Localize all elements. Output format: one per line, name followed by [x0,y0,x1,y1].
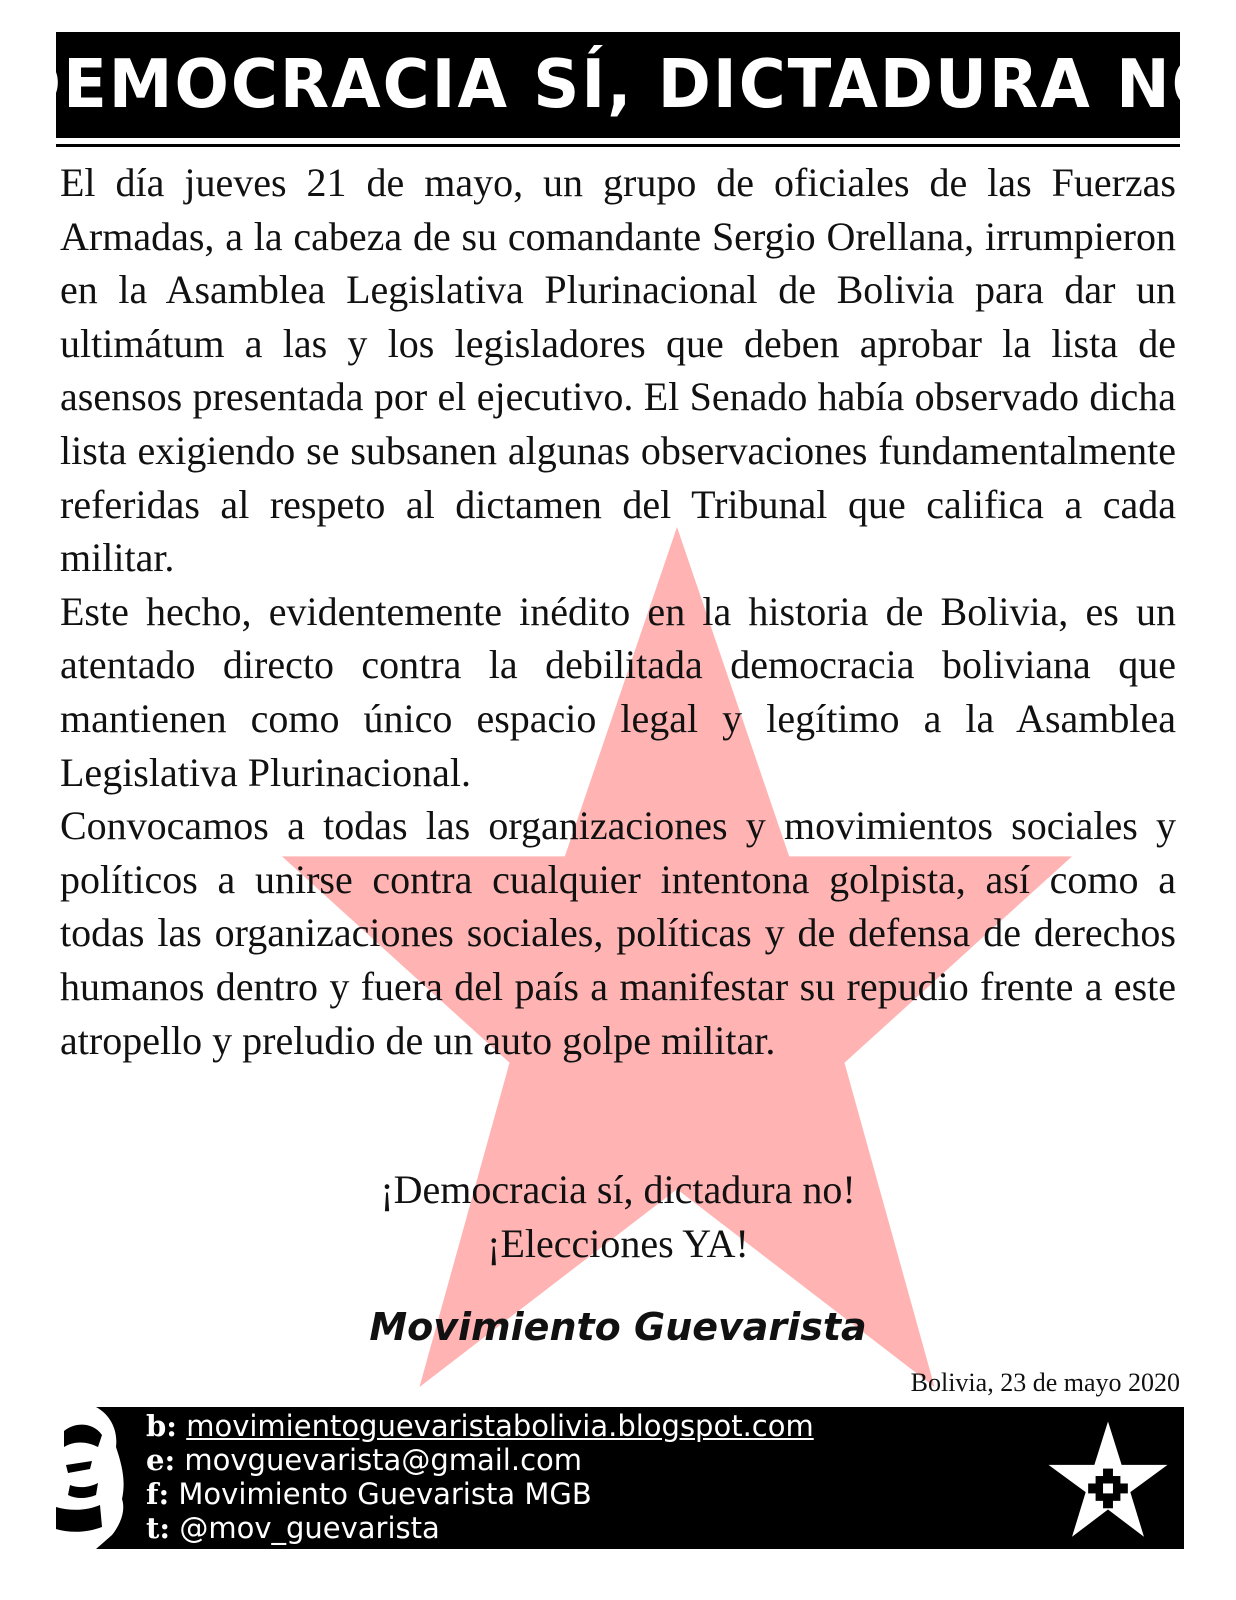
body-text [60,156,1176,1067]
organization-signature: Movimiento Guevarista [369,1305,867,1349]
twitter-link[interactable]: @mov_guevarista [179,1511,440,1545]
date-line: Bolivia, 23 de mayo 2020 [910,1368,1180,1397]
slogan-democracia: ¡Democracia sí, dictadura no! [380,1167,856,1212]
paragraph-3: Convocamos a todas las organizaciones y movimientos sociales y políticos a unirse contra cualquier intentona golpista, así como a todas las organizaciones sociales, políticas y de defensa de derechos humanos dentro y fuera del país a manifestar su repudio frente a este atropello y preludio de un auto golpe militar. [60,803,1176,1063]
contact-list [146,1409,814,1545]
contact-email: e: movguevarista@gmail.com [146,1443,583,1477]
email-link[interactable]: movguevarista@gmail.com [184,1443,583,1477]
contact-twitter: t: @mov_guevarista [146,1511,440,1545]
contact-facebook: f: Movimiento Guevarista MGB [146,1477,592,1511]
title-underline [56,144,1180,147]
slogan-elecciones: ¡Elecciones YA! [487,1221,749,1266]
blog-link[interactable]: movimientoguevaristabolivia.blogspot.com [186,1409,814,1443]
paragraph-1: El día jueves 21 de mayo, un grupo de oficiales de las Fuerzas Armadas, a la cabeza de su comandante Sergio Orellana, irrumpieron en la Asamblea Legislativa Plurinacional de Bolivia para dar un ultimátum a las y los legisladores que deben aprobar la lista de asensos presentada por el ejecutivo. El Senado había observado dicha lista exigiendo se subsanen algunas observaciones fundamentalmente referidas al respeto al dictamen del Tribunal que califica a cada militar. [60,160,1176,581]
paragraph-2: Este hecho, evidentemente inédito en la historia de Bolivia, es un atentado directo contra la debilitada democracia boliviana que mantienen como único espacio legal y legítimo a la Asamblea Legislativa Plurinacional. [60,588,1176,795]
contact-footer [56,1407,1184,1549]
star-emblem-icon [1046,1419,1170,1543]
facebook-link[interactable]: Movimiento Guevarista MGB [178,1477,592,1511]
page-title: DEMOCRACIA SÍ, DICTADURA NO [7,46,1229,124]
title-banner [7,32,1229,138]
contact-blog: b: movimientoguevaristabolivia.blogspot.com [146,1409,814,1443]
